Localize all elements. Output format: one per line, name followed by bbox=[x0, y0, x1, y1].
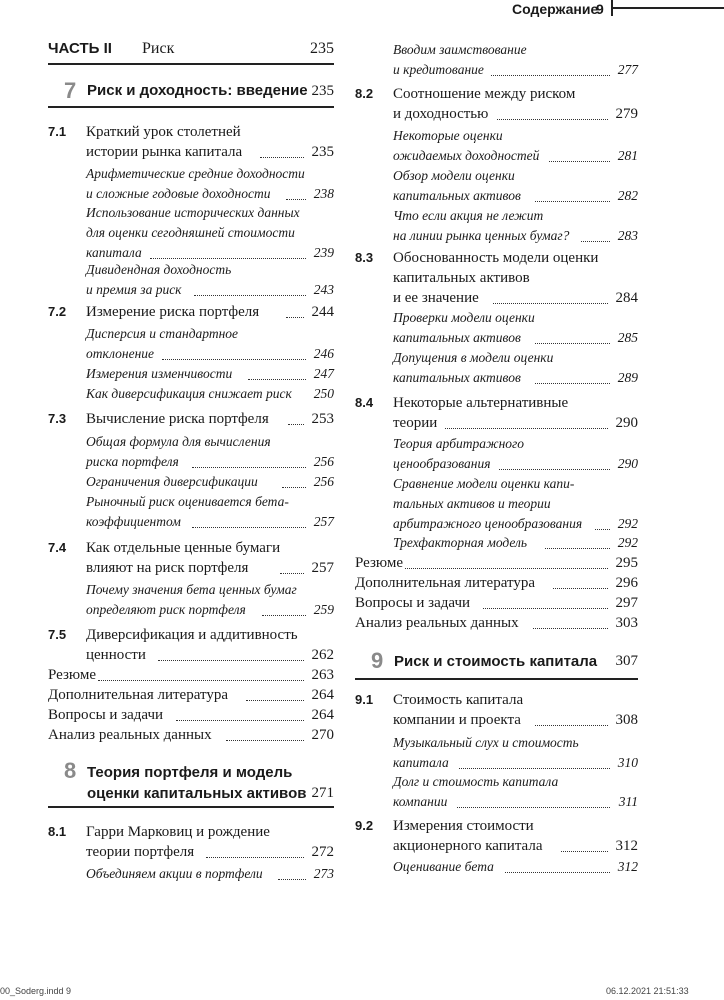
toc-subentry[interactable]: Долг и стоимость капитала компании 311 bbox=[355, 772, 638, 812]
toc-subentry[interactable]: Теория арбитражного ценообразования 290 bbox=[355, 434, 638, 474]
toc-entry-9-1[interactable]: 9.1 Стоимость капитала компании и проекта 308 bbox=[355, 692, 638, 728]
toc-entry-further-reading[interactable]: Дополнительная литература 264 bbox=[48, 687, 334, 703]
toc-entry-summary[interactable]: Резюме 263 bbox=[48, 667, 334, 683]
header-page-number: 9 bbox=[596, 1, 604, 17]
part-rule bbox=[48, 63, 334, 65]
toc-subentry[interactable]: Общая формула для вычисления риска портфеля 256 bbox=[48, 432, 334, 472]
chapter-title: Риск и стоимость капитала bbox=[394, 653, 598, 670]
chapter-number: 9 bbox=[371, 648, 384, 673]
part-title: Риск bbox=[142, 40, 175, 57]
header-rule bbox=[613, 7, 724, 9]
toc-subentry[interactable]: Объединяем акции в портфели 273 bbox=[48, 864, 334, 884]
toc-subentry[interactable]: Трехфакторная модель 292 bbox=[355, 533, 638, 553]
toc-entry-questions[interactable]: Вопросы и задачи 264 bbox=[48, 707, 334, 723]
chapter-number: 8 bbox=[64, 758, 77, 783]
toc-entry-summary[interactable]: Резюме 295 bbox=[355, 555, 638, 571]
part-heading bbox=[48, 40, 334, 62]
chapter-number: 7 bbox=[64, 78, 77, 103]
toc-entry-8-2[interactable]: 8.2 Соотношение между риском и доходностью 279 bbox=[355, 86, 638, 122]
chapter-rule bbox=[48, 106, 334, 108]
toc-subentry[interactable]: Ограничения диверсификации 256 bbox=[48, 472, 334, 492]
toc-subentry[interactable]: Вводим заимствование и кредитование 277 bbox=[355, 40, 638, 80]
chapter-7-heading bbox=[48, 78, 334, 106]
chapter-page: 307 bbox=[615, 653, 638, 669]
toc-subentry[interactable]: Дисперсия и стандартное отклонение 246 bbox=[48, 324, 334, 364]
chapter-title-line2: оценки капитальных активов bbox=[87, 785, 307, 802]
toc-subentry[interactable]: Арифметические средние доходности и сложные годовые доходности 238 bbox=[48, 164, 334, 204]
toc-entry-further-reading[interactable]: Дополнительная литература 296 bbox=[355, 575, 638, 591]
toc-subentry[interactable]: Рыночный риск оценивается бета- коэффициентом 257 bbox=[48, 492, 334, 532]
chapter-page: 235 bbox=[311, 83, 334, 99]
chapter-page: 271 bbox=[311, 785, 334, 801]
toc-subentry[interactable]: Допущения в модели оценки капитальных активов 289 bbox=[355, 348, 638, 388]
toc-subentry[interactable]: Сравнение модели оценки капи- тальных активов и теории арбитражного ценообразования 292 bbox=[355, 474, 638, 534]
toc-subentry[interactable]: Дивидендная доходность и премия за риск 243 bbox=[48, 260, 334, 300]
chapter-8-heading bbox=[48, 758, 334, 804]
part-label: ЧАСТЬ II bbox=[48, 40, 112, 57]
toc-subentry[interactable]: Музыкальный слух и стоимость капитала 310 bbox=[355, 733, 638, 773]
toc-entry-8-4[interactable]: 8.4 Некоторые альтернативные теории 290 bbox=[355, 395, 638, 431]
toc-subentry[interactable]: Проверки модели оценки капитальных активов 285 bbox=[355, 308, 638, 348]
toc-subentry[interactable]: Обзор модели оценки капитальных активов 282 bbox=[355, 166, 638, 206]
part-page: 235 bbox=[310, 40, 334, 57]
toc-entry-real-data[interactable]: Анализ реальных данных 270 bbox=[48, 727, 334, 743]
toc-subentry[interactable]: Что если акция не лежит на линии рынка ценных бумаг? 283 bbox=[355, 206, 638, 246]
toc-subentry[interactable]: Почему значения бета ценных бумаг определяют риск портфеля 259 bbox=[48, 580, 334, 620]
toc-subentry[interactable]: Использование исторических данных для оценки сегодняшней стоимости капитала 239 bbox=[48, 203, 334, 263]
chapter-rule bbox=[355, 678, 638, 680]
toc-entry-7-1[interactable]: 7.1 Краткий урок столетней истории рынка капитала 235 bbox=[48, 124, 334, 160]
chapter-rule bbox=[48, 806, 334, 808]
toc-entry-8-3[interactable]: 8.3 Обоснованность модели оценки капитальных активов и ее значение 284 bbox=[355, 250, 638, 306]
header-title: Содержание bbox=[512, 1, 599, 17]
footer-timestamp: 06.12.2021 21:51:33 bbox=[606, 986, 689, 996]
toc-entry-9-2[interactable]: 9.2 Измерения стоимости акционерного капитала 312 bbox=[355, 818, 638, 854]
toc-subentry[interactable]: Измерения изменчивости 247 bbox=[48, 364, 334, 384]
toc-entry-7-4[interactable]: 7.4 Как отдельные ценные бумаги влияют на риск портфеля 257 bbox=[48, 540, 334, 576]
toc-entry-questions[interactable]: Вопросы и задачи 297 bbox=[355, 595, 638, 611]
toc-subentry[interactable]: Как диверсификация снижает риск 250 bbox=[48, 384, 334, 404]
toc-entry-real-data[interactable]: Анализ реальных данных 303 bbox=[355, 615, 638, 631]
chapter-title: Риск и доходность: введение bbox=[87, 82, 308, 99]
chapter-9-heading bbox=[355, 648, 638, 678]
toc-entry-7-3[interactable]: 7.3 Вычисление риска портфеля 253 bbox=[48, 411, 334, 427]
toc-subentry[interactable]: Оценивание бета 312 bbox=[355, 857, 638, 877]
running-header bbox=[0, 0, 724, 22]
toc-entry-7-2[interactable]: 7.2 Измерение риска портфеля 244 bbox=[48, 304, 334, 320]
chapter-title-line1: Теория портфеля и модель bbox=[87, 764, 293, 781]
toc-entry-7-5[interactable]: 7.5 Диверсификация и аддитивность ценности 262 bbox=[48, 627, 334, 663]
footer-filename: 00_Soderg.indd 9 bbox=[0, 986, 72, 996]
toc-subentry[interactable]: Некоторые оценки ожидаемых доходностей 281 bbox=[355, 126, 638, 166]
toc-entry-8-1[interactable]: 8.1 Гарри Марковиц и рождение теории портфеля 272 bbox=[48, 824, 334, 860]
